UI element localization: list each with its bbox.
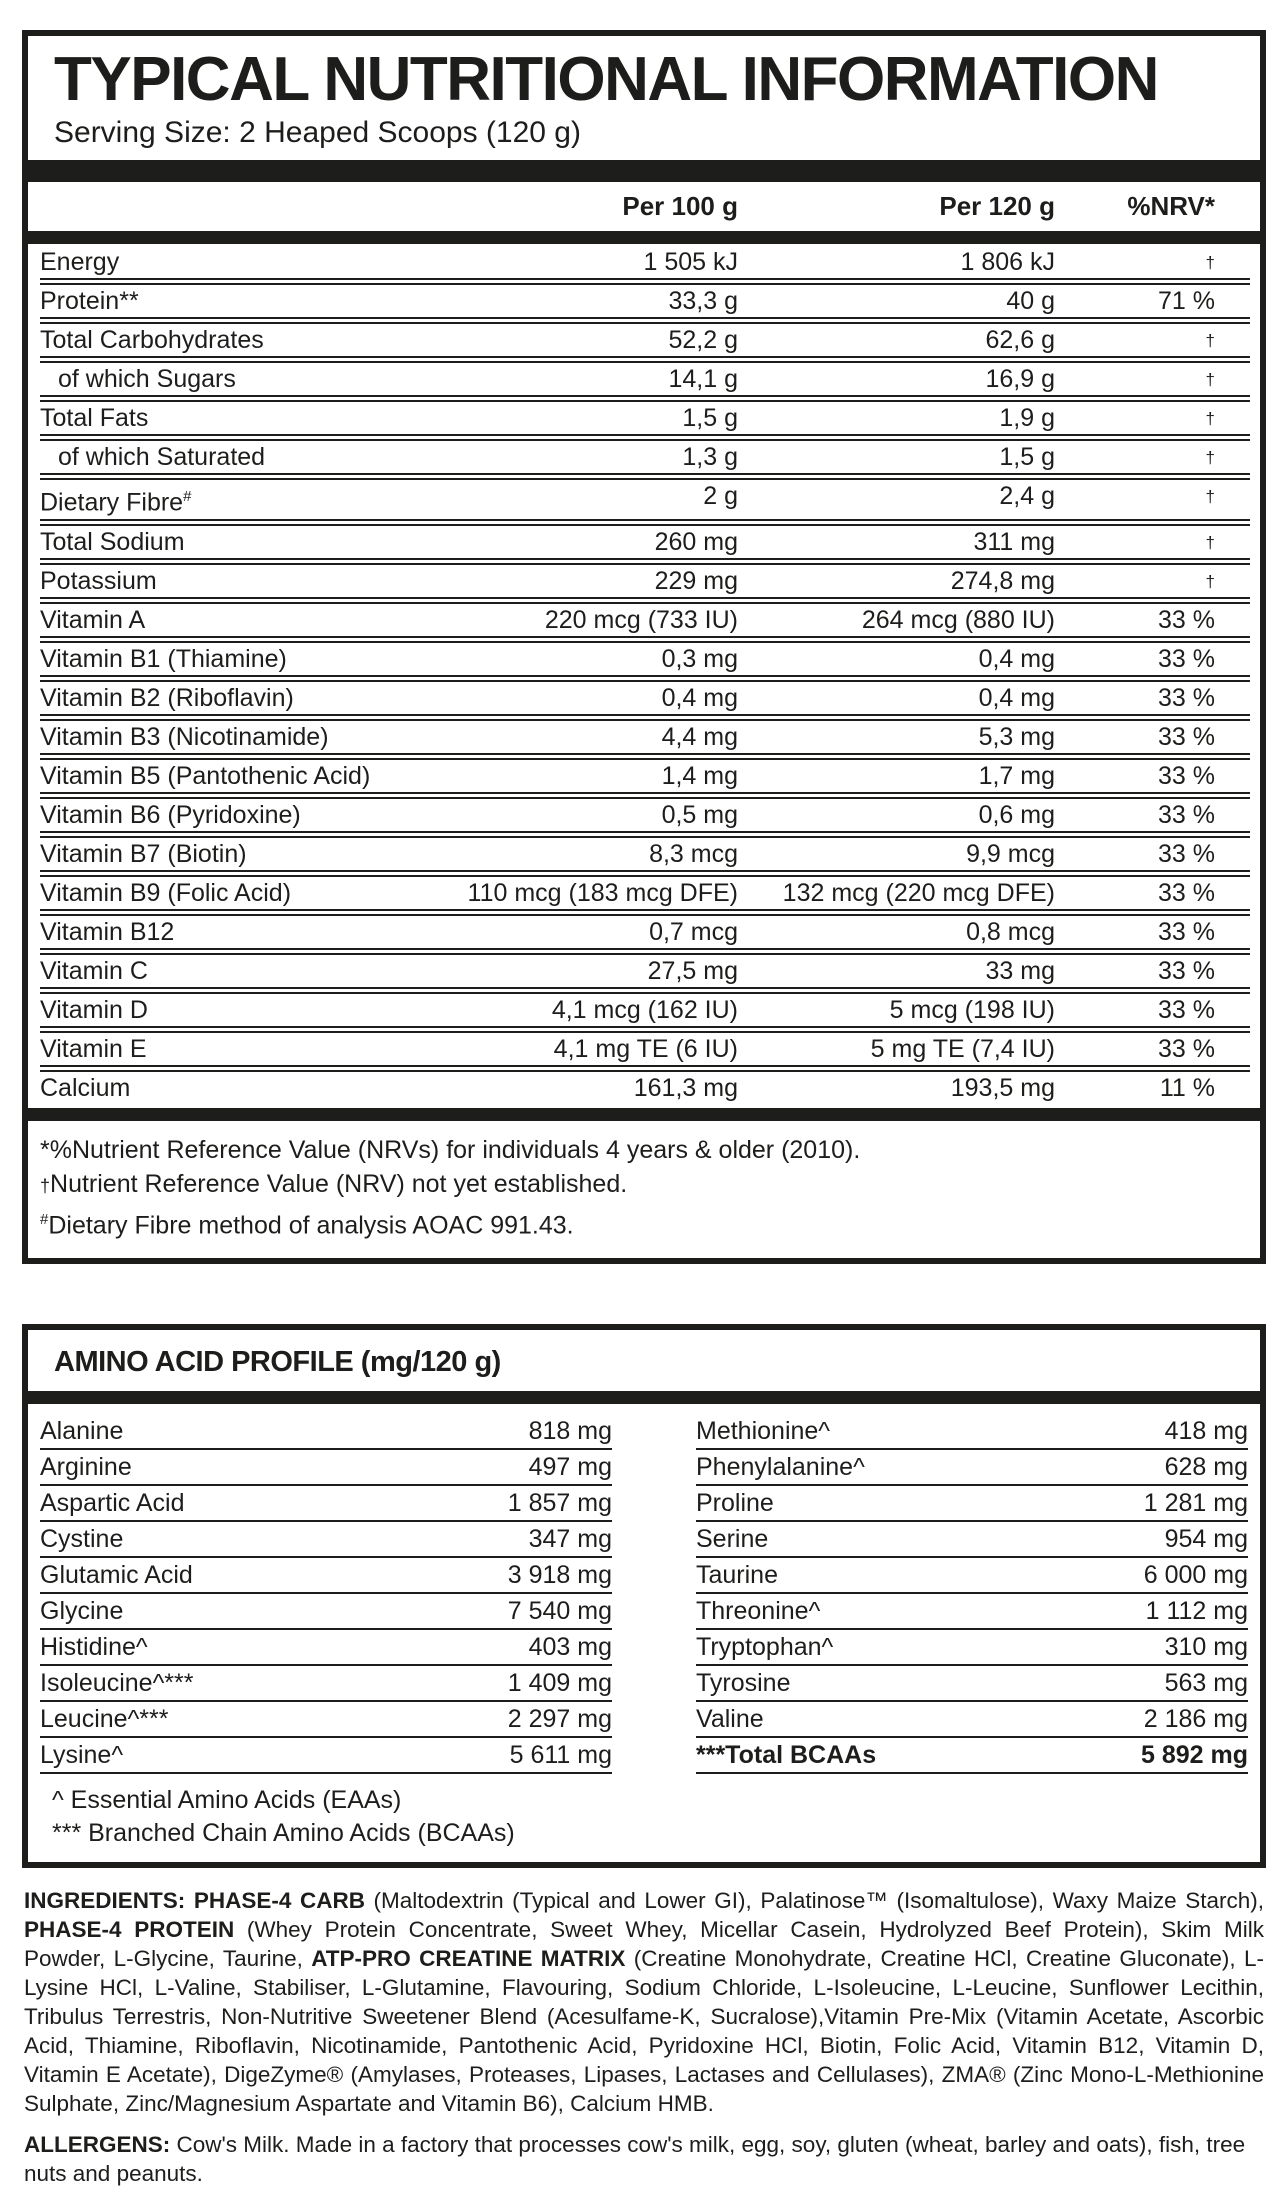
nrv-value: 33 % <box>1158 683 1215 712</box>
per-120g-value: 1,7 mg <box>978 761 1055 790</box>
amino-acid-label: Phenylalanine^ <box>696 1453 865 1482</box>
amino-acid-label: Histidine^ <box>40 1633 148 1662</box>
per-100g-value: 0,5 mg <box>661 800 738 829</box>
amino-acid-row <box>40 1596 612 1630</box>
row-separator <box>40 1026 1250 1033</box>
nrv-value: 71 % <box>1158 287 1215 316</box>
nrv-value: 33 % <box>1158 995 1215 1024</box>
nutrient-label <box>40 529 438 556</box>
nutrient-label-text: Energy <box>40 248 120 277</box>
per-120g-value: 1,5 g <box>999 443 1055 472</box>
per-100g-value: 33,3 g <box>668 287 738 316</box>
nutrition-row <box>40 643 1250 675</box>
amino-acid-columns <box>28 1404 1260 1780</box>
row-separator <box>40 597 1250 604</box>
per-120g-value: 5 mg TE (7,4 IU) <box>870 1034 1055 1063</box>
amino-acid-value: 1 409 mg <box>507 1669 612 1698</box>
nutrient-label <box>40 997 438 1024</box>
nutrition-rows <box>40 246 1250 1103</box>
nutrition-row <box>40 480 1250 518</box>
nrv-value: 33 % <box>1158 917 1215 946</box>
row-separator <box>40 519 1250 526</box>
footnote-marker: # <box>40 1210 49 1228</box>
nutrition-panel <box>22 30 1266 1264</box>
amino-acid-value: 310 mg <box>1164 1633 1248 1662</box>
per-120g-value: 33 mg <box>985 956 1055 985</box>
nutrition-row <box>40 565 1250 597</box>
amino-legend-line: ^ Essential Amino Acids (EAAs) <box>52 1786 402 1815</box>
amino-divider-bar <box>28 1391 1260 1404</box>
nutrient-label <box>40 249 438 276</box>
nrv-value: † <box>1205 370 1215 390</box>
per-120g-value: 132 mcg (220 mcg DFE) <box>782 878 1055 907</box>
amino-acid-label: Cystine <box>40 1525 124 1554</box>
nutrient-label <box>40 1036 438 1063</box>
amino-acid-label: Glutamic Acid <box>40 1561 193 1590</box>
amino-acid-value: 5 892 mg <box>1140 1741 1248 1770</box>
nutrition-row <box>40 285 1250 317</box>
amino-legend <box>28 1780 1260 1862</box>
per-120g-value: 62,6 g <box>985 326 1055 355</box>
amino-acid-row <box>696 1524 1248 1558</box>
amino-acid-value: 2 186 mg <box>1143 1705 1248 1734</box>
amino-acid-value: 418 mg <box>1164 1417 1248 1446</box>
nutrition-row <box>40 363 1250 395</box>
amino-acid-value: 403 mg <box>528 1633 612 1662</box>
nrv-value: † <box>1205 409 1215 429</box>
row-separator <box>40 753 1250 760</box>
divider-bar-bottom <box>28 1108 1260 1121</box>
amino-acid-label: Glycine <box>40 1597 124 1626</box>
nutrition-row <box>40 799 1250 831</box>
footnote <box>40 1133 1234 1167</box>
nutrition-row <box>40 526 1250 558</box>
nutrient-label <box>40 646 438 673</box>
amino-acid-row <box>696 1416 1248 1450</box>
per-120g-value: 5,3 mg <box>978 722 1055 751</box>
row-separator <box>40 434 1250 441</box>
nutrition-row <box>40 877 1250 909</box>
per-100g-value: 0,3 mg <box>661 644 738 673</box>
ingredients-segment: (Maltodextrin (Typical and Lower GI), Palatinose™ (Isomaltulose), Waxy Maize Starch), <box>364 1888 1264 1914</box>
ingredients-segment: (Creatine Monohydrate, Creatine HCl, Creatine Gluconate), L-Lysine HCl, L-Valine, Stabiliser, L-Glutamine, Flavouring, Sodium Chloride, L-Isoleucine, L-Leucine, Sunflower Lecithin, Tribulus Terrestris, Non-Nutritive Sweetener Blend (Acesulfame-K, Sucralose),Vitamin Pre-Mix (Vitamin Acetate, Ascorbic Acid, Thiamine, Riboflavin, Nicotinamide, Pantothenic Acid, Pyridoxine HCl, Biotin, Folic Acid, Vitamin B12, Vitamin D, Vitamin E Acetate), DigeZyme® (Amylases, Proteases, Lipases, Lactases and Cellulases), ZMA® (Zinc Mono-L-Methionine Sulphate, Zinc/Magnesium Aspartate and Vitamin B6), Calcium HMB. <box>24 1946 1264 2117</box>
footnote-marker: * <box>40 1135 50 1164</box>
amino-acid-row <box>696 1740 1248 1774</box>
footnote <box>40 1167 1234 1203</box>
per-100g-value: 161,3 mg <box>633 1073 738 1102</box>
amino-acid-value: 6 000 mg <box>1143 1561 1248 1590</box>
amino-acid-label: Taurine <box>696 1561 778 1590</box>
nutrient-label-text: Total Sodium <box>40 527 185 556</box>
nutrient-label <box>40 685 438 712</box>
nutrition-row <box>40 682 1250 714</box>
nutrient-label-text: Protein** <box>40 287 139 316</box>
nutrition-row <box>40 324 1250 356</box>
row-separator <box>40 558 1250 565</box>
per-100g-value: 8,3 mcg <box>649 839 738 868</box>
nutrient-label <box>40 841 438 868</box>
nutrient-label <box>40 919 438 946</box>
amino-acid-row <box>40 1488 612 1522</box>
amino-acid-row <box>40 1632 612 1666</box>
amino-acid-label: Arginine <box>40 1453 132 1482</box>
per-120g-value: 2,4 g <box>999 482 1055 511</box>
row-separator <box>40 395 1250 402</box>
row-separator <box>40 473 1250 480</box>
per-100g-value: 4,4 mg <box>661 722 738 751</box>
footnote-marker: † <box>40 1175 51 1196</box>
amino-acid-row <box>40 1560 612 1594</box>
amino-acid-row <box>40 1740 612 1774</box>
footnote-body: %Nutrient Reference Value (NRVs) for individuals 4 years & older (2010). <box>49 1135 861 1164</box>
footnote <box>40 1203 1234 1242</box>
nutrient-label-text: Calcium <box>40 1073 131 1102</box>
amino-acid-value: 628 mg <box>1164 1453 1248 1482</box>
column-spacer <box>40 191 438 222</box>
nrv-value: † <box>1205 532 1215 552</box>
nutrition-row <box>40 1072 1250 1104</box>
amino-acid-row <box>696 1668 1248 1702</box>
nutrient-label-superscript: # <box>183 488 192 506</box>
nutrient-label <box>40 880 438 907</box>
amino-acid-label: Proline <box>696 1489 774 1518</box>
nutrient-label-text: Dietary Fibre <box>40 488 184 517</box>
footnote-body: Dietary Fibre method of analysis AOAC 991.43. <box>48 1211 574 1240</box>
allergens-segment: ALLERGENS: <box>24 2132 171 2158</box>
nutrient-label-text: Vitamin E <box>40 1034 147 1063</box>
nrv-value: 33 % <box>1158 839 1215 868</box>
amino-acid-panel <box>22 1324 1266 1868</box>
amino-acid-value: 818 mg <box>528 1417 612 1446</box>
per-120g-value: 1 806 kJ <box>960 248 1055 277</box>
amino-acid-label: Aspartic Acid <box>40 1489 185 1518</box>
nrv-value: † <box>1205 487 1215 507</box>
nutrient-label-text: Vitamin B1 (Thiamine) <box>40 644 287 673</box>
nutrient-label-text: Total Carbohydrates <box>40 326 264 355</box>
per-100g-value: 260 mg <box>654 527 738 556</box>
amino-acid-value: 5 611 mg <box>509 1741 612 1770</box>
ingredients-segment: INGREDIENTS: PHASE-4 CARB <box>24 1888 365 1914</box>
nutrition-row <box>40 955 1250 987</box>
nrv-value: 33 % <box>1158 878 1215 907</box>
nutrient-label-text: Vitamin B7 (Biotin) <box>40 839 247 868</box>
nrv-value: 33 % <box>1158 761 1215 790</box>
amino-acid-row <box>40 1524 612 1558</box>
nutrient-label <box>40 568 438 595</box>
column-header-per-100g: Per 100 g <box>622 191 738 222</box>
nutrition-row <box>40 441 1250 473</box>
amino-acid-row <box>40 1452 612 1486</box>
ingredients-segment: PHASE-4 PROTEIN <box>24 1917 235 1943</box>
amino-acid-value: 954 mg <box>1164 1525 1248 1554</box>
column-header-nrv: %NRV* <box>1127 191 1215 222</box>
per-100g-value: 1 505 kJ <box>643 248 738 277</box>
amino-acid-row <box>40 1416 612 1450</box>
panel-title: TYPICAL NUTRITIONAL INFORMATION <box>54 45 1158 114</box>
amino-acid-label: ***Total BCAAs <box>696 1741 877 1770</box>
amino-acid-value: 347 mg <box>528 1525 612 1554</box>
amino-acid-value: 1 281 mg <box>1143 1489 1248 1518</box>
amino-acid-label: Lysine^ <box>40 1741 124 1770</box>
nrv-value: 33 % <box>1158 1034 1215 1063</box>
nutrient-label <box>40 288 438 315</box>
nutrient-label <box>40 802 438 829</box>
nutrition-row <box>40 1033 1250 1065</box>
amino-acid-label: Valine <box>696 1705 764 1734</box>
per-120g-value: 16,9 g <box>985 365 1055 394</box>
nutrient-label <box>40 763 438 790</box>
per-100g-value: 0,4 mg <box>661 683 738 712</box>
amino-acid-row <box>696 1632 1248 1666</box>
row-separator <box>40 675 1250 682</box>
row-separator <box>40 909 1250 916</box>
row-separator <box>40 278 1250 285</box>
amino-acid-label: Tryptophan^ <box>696 1633 834 1662</box>
nutrition-row <box>40 604 1250 636</box>
per-120g-value: 0,8 mcg <box>966 917 1055 946</box>
amino-acid-row <box>696 1560 1248 1594</box>
nrv-value: 11 % <box>1159 1073 1215 1102</box>
row-separator <box>40 987 1250 994</box>
nutrient-label-text: Vitamin B2 (Riboflavin) <box>40 683 294 712</box>
row-separator <box>40 792 1250 799</box>
nutrition-row <box>40 916 1250 948</box>
nutrient-label-text: Vitamin B12 <box>40 917 175 946</box>
row-separator <box>40 636 1250 643</box>
per-100g-value: 14,1 g <box>668 365 738 394</box>
row-separator <box>40 831 1250 838</box>
nutrient-label-text: Potassium <box>40 566 157 595</box>
per-100g-value: 220 mcg (733 IU) <box>544 605 738 634</box>
per-100g-value: 2 g <box>703 482 738 511</box>
ingredients-segment: (Whey Protein Concentrate, Sweet Whey, Micellar Casein, Hydrolyzed Beef Protein), Skim Milk Powder, L-Glycine, Taurine, <box>24 1917 1264 1972</box>
amino-acid-value: 3 918 mg <box>507 1561 612 1590</box>
amino-acid-row <box>40 1704 612 1738</box>
amino-acid-row <box>40 1668 612 1702</box>
per-120g-value: 193,5 mg <box>950 1073 1055 1102</box>
per-120g-value: 274,8 mg <box>950 566 1055 595</box>
nrv-value: † <box>1205 253 1215 273</box>
nutrient-label-text: Vitamin B5 (Pantothenic Acid) <box>40 761 371 790</box>
row-separator <box>40 317 1250 324</box>
divider-bar-top <box>28 160 1260 182</box>
amino-acid-label: Methionine^ <box>696 1417 831 1446</box>
nutrition-row <box>40 402 1250 434</box>
nrv-value: 33 % <box>1158 644 1215 673</box>
per-120g-value: 1,9 g <box>999 404 1055 433</box>
per-100g-value: 4,1 mcg (162 IU) <box>551 995 738 1024</box>
per-100g-value: 4,1 mg TE (6 IU) <box>553 1034 738 1063</box>
nrv-value: 33 % <box>1158 800 1215 829</box>
nutrition-row <box>40 838 1250 870</box>
per-120g-value: 0,4 mg <box>978 683 1055 712</box>
nutrient-label <box>40 1075 438 1102</box>
nutrient-label-text: Total Fats <box>40 404 149 433</box>
nutrition-row <box>40 246 1250 278</box>
amino-column-right <box>696 1416 1248 1776</box>
per-100g-value: 52,2 g <box>668 326 738 355</box>
amino-acid-value: 1 857 mg <box>507 1489 612 1518</box>
per-100g-value: 1,3 g <box>682 443 738 472</box>
nutrient-label <box>40 607 438 634</box>
nutrient-label <box>40 405 438 432</box>
per-120g-value: 264 mcg (880 IU) <box>861 605 1055 634</box>
per-120g-value: 311 mg <box>973 527 1055 556</box>
per-100g-value: 1,5 g <box>682 404 738 433</box>
row-separator <box>40 356 1250 363</box>
nrv-value: 33 % <box>1158 956 1215 985</box>
nutrient-label <box>40 958 438 985</box>
column-header-per-120g: Per 120 g <box>939 191 1055 222</box>
amino-acid-row <box>696 1596 1248 1630</box>
per-120g-value: 0,4 mg <box>978 644 1055 673</box>
nutrient-label-text: Vitamin C <box>40 956 148 985</box>
amino-column-left <box>40 1416 612 1776</box>
panel-header <box>28 36 1260 160</box>
serving-size: Serving Size: 2 Heaped Scoops (120 g) <box>54 116 581 150</box>
ingredients-text <box>24 1886 1264 2118</box>
nutrient-label-text: Vitamin B6 (Pyridoxine) <box>40 800 301 829</box>
amino-acid-value: 497 mg <box>528 1453 612 1482</box>
row-separator <box>40 1065 1250 1072</box>
nutrient-label-text: Vitamin D <box>40 995 148 1024</box>
amino-acid-row <box>696 1704 1248 1738</box>
amino-acid-title: AMINO ACID PROFILE (mg/120 g) <box>54 1346 501 1379</box>
amino-acid-label: Alanine <box>40 1417 124 1446</box>
per-100g-value: 0,7 mcg <box>649 917 738 946</box>
amino-acid-value: 563 mg <box>1164 1669 1248 1698</box>
allergens-segment: Cow's Milk. Made in a factory that processes cow's milk, egg, soy, gluten (wheat, barley and oats), fish, tree nuts and peanuts. <box>24 2132 1246 2187</box>
row-separator <box>40 714 1250 721</box>
per-100g-value: 27,5 mg <box>647 956 738 985</box>
amino-acid-row <box>696 1452 1248 1486</box>
nrv-value: 33 % <box>1158 722 1215 751</box>
nutrient-label <box>40 483 438 516</box>
nrv-value: † <box>1205 331 1215 351</box>
nutrition-row <box>40 721 1250 753</box>
amino-legend-line: *** Branched Chain Amino Acids (BCAAs) <box>52 1819 515 1848</box>
amino-acid-label: Threonine^ <box>696 1597 821 1626</box>
table-column-headers <box>40 182 1250 231</box>
amino-acid-value: 2 297 mg <box>507 1705 612 1734</box>
row-separator <box>40 870 1250 877</box>
amino-acid-label: Leucine^*** <box>40 1705 169 1734</box>
nutrition-row <box>40 760 1250 792</box>
per-120g-value: 0,6 mg <box>978 800 1055 829</box>
nutrient-label-text: of which Sugars <box>58 365 236 394</box>
nutrient-label <box>40 327 438 354</box>
row-separator <box>40 948 1250 955</box>
per-100g-value: 1,4 mg <box>661 761 738 790</box>
amino-acid-value: 1 112 mg <box>1145 1597 1248 1626</box>
nutrition-row <box>40 994 1250 1026</box>
per-120g-value: 9,9 mcg <box>966 839 1055 868</box>
per-120g-value: 5 mcg (198 IU) <box>889 995 1055 1024</box>
footnote-body: Nutrient Reference Value (NRV) not yet established. <box>50 1169 628 1198</box>
nrv-value: 33 % <box>1158 605 1215 634</box>
nutrient-label-text: Vitamin B3 (Nicotinamide) <box>40 722 329 751</box>
nutrient-label-text: of which Saturated <box>58 443 266 472</box>
per-100g-value: 229 mg <box>654 566 738 595</box>
allergens-text <box>24 2130 1264 2188</box>
nrv-value: † <box>1205 448 1215 468</box>
nutrient-label <box>40 366 438 393</box>
nutrient-label-text: Vitamin A <box>40 605 146 634</box>
nrv-value: † <box>1205 571 1215 591</box>
per-120g-value: 40 g <box>1006 287 1055 316</box>
nutrient-label <box>40 724 438 751</box>
amino-acid-value: 7 540 mg <box>507 1597 612 1626</box>
nutrient-label-text: Vitamin B9 (Folic Acid) <box>40 878 292 907</box>
divider-bar-under-headers <box>28 231 1260 244</box>
ingredients-segment: ATP-PRO CREATINE MATRIX <box>311 1946 626 1972</box>
per-100g-value: 110 mcg (183 mcg DFE) <box>467 878 738 907</box>
amino-acid-row <box>696 1488 1248 1522</box>
amino-acid-label: Serine <box>696 1525 769 1554</box>
nutrient-label <box>40 444 438 471</box>
amino-acid-label: Isoleucine^*** <box>40 1669 194 1698</box>
amino-acid-label: Tyrosine <box>696 1669 791 1698</box>
footnotes <box>28 1121 1260 1258</box>
